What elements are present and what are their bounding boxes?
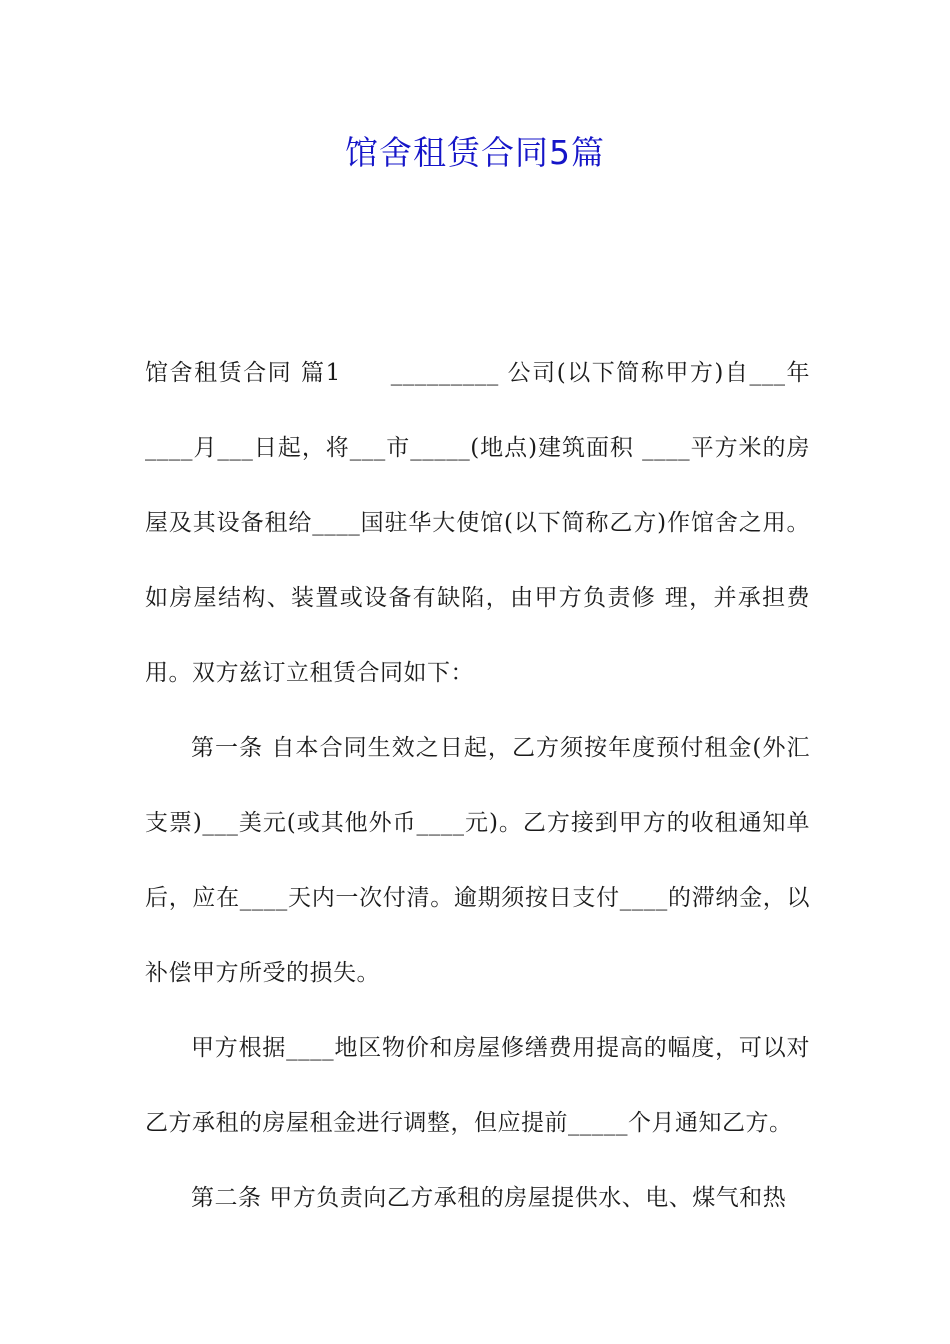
document-body (145, 336, 810, 1236)
document-title: 馆舍租赁合同5篇 (345, 133, 605, 172)
paragraph-intro: 馆舍租赁合同 篇1 _________ 公司(以下简称甲方)自___年____月___日起，将___市_____(地点)建筑面积 ____平方米的房屋及其设备租给____国驻华大使馆(以下简称乙方)作馆舍之用。如房屋结构、装置或设备有缺陷，由甲方负责修 理，并承担费用。双方兹订立租赁合同如下： (145, 360, 810, 686)
paragraph-rent-adjustment: 甲方根据____地区物价和房屋修缮费用提高的幅度，可以对乙方承租的房屋租金进行调整，但应提前_____个月通知乙方。 (145, 1035, 810, 1136)
paragraph-article-1: 第一条 自本合同生效之日起，乙方须按年度预付租金(外汇支票)___美元(或其他外币____元)。乙方接到甲方的收租通知单后，应在____天内一次付清。逾期须按日支付____的滞纳金，以补偿甲方所受的损失。 (145, 735, 810, 986)
paragraph-article-2: 第二条 甲方负责向乙方承租的房屋提供水、电、煤气和热 (191, 1185, 787, 1211)
